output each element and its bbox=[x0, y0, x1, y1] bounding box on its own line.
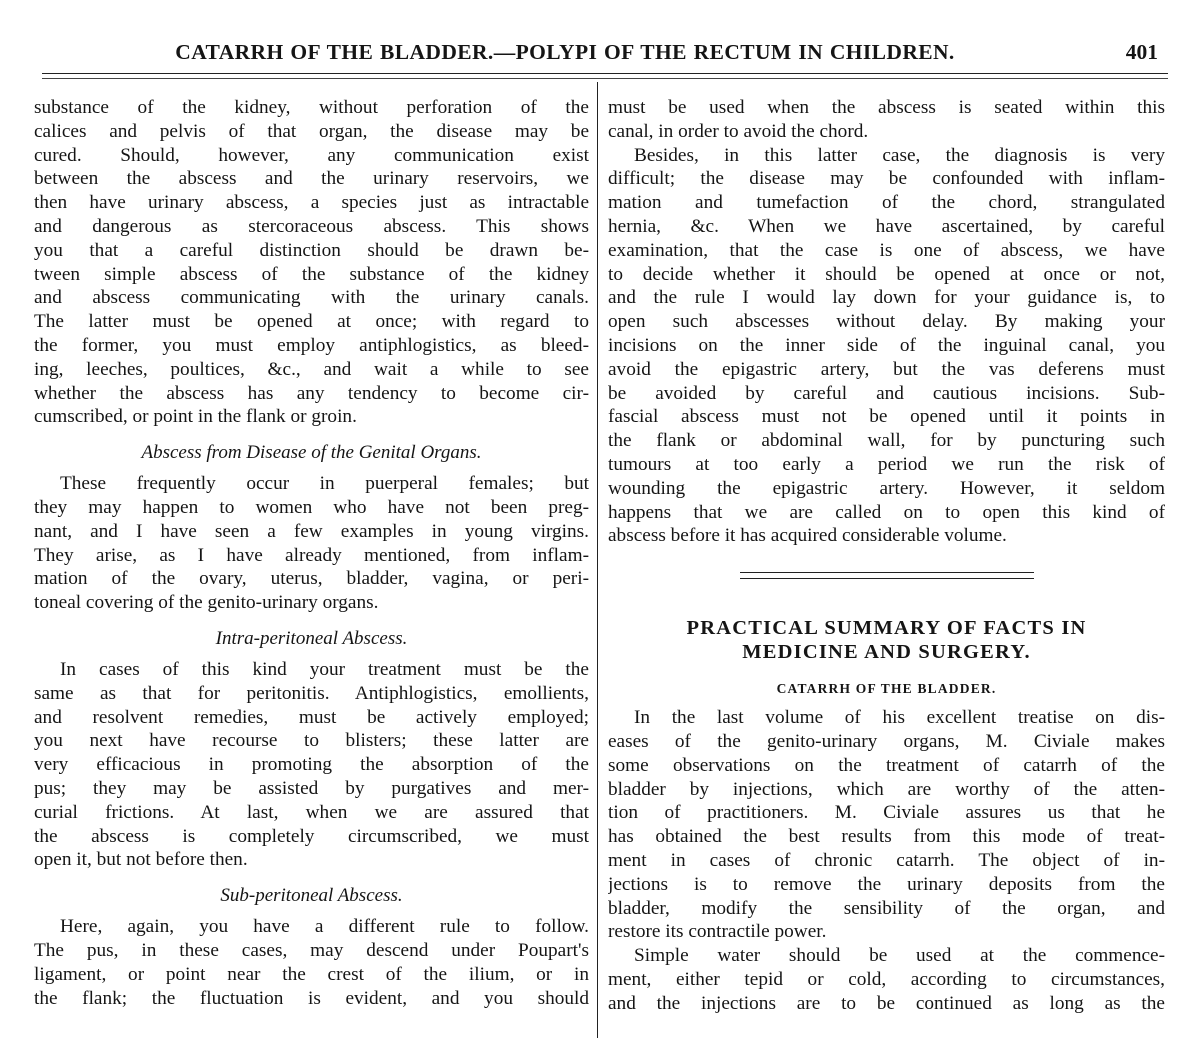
right-paragraph-4 bbox=[608, 944, 1165, 1015]
section-heading-genital-abscess: Abscess from Disease of the Genital Organs. bbox=[141, 442, 482, 464]
separator-rule-bottom bbox=[740, 578, 1034, 579]
text-line: open it, but not before then. bbox=[34, 849, 248, 871]
text-line: Besides, in this latter case, the diagnosis is very bbox=[634, 144, 1165, 166]
page-number: 401 bbox=[1125, 40, 1158, 64]
text-line: must be used when the abscess is seated within this bbox=[608, 97, 1165, 118]
text-line: has obtained the best results from this mode of treat- bbox=[608, 826, 1165, 848]
text-line: between the abscess and the urinary reservoirs, we bbox=[34, 168, 589, 190]
text-line: avoid the epigastric artery, but the vas deferens must bbox=[608, 358, 1165, 380]
left-column bbox=[34, 96, 589, 1010]
text-line: the flank or abdominal wall, for by puncturing such bbox=[608, 430, 1165, 452]
text-line: In cases of this kind your treatment must be the bbox=[60, 658, 589, 680]
separator-rule-top bbox=[740, 572, 1034, 573]
right-paragraph-2 bbox=[608, 144, 1165, 549]
text-line: wounding the epigastric artery. However, it seldom bbox=[608, 477, 1165, 499]
left-paragraph-4 bbox=[34, 915, 589, 1010]
text-line: The pus, in these cases, may descend under Poupart's bbox=[34, 939, 589, 961]
text-line: the abscess is completely circumscribed, we must bbox=[34, 825, 589, 847]
text-line: and dangerous as stercoraceous abscess. This shows bbox=[34, 215, 589, 237]
text-line: you that a careful distinction should be drawn be- bbox=[34, 239, 589, 261]
column-divider bbox=[597, 82, 598, 1038]
text-line: toneal covering of the genito-urinary organs. bbox=[34, 592, 379, 614]
text-line: whether the abscess has any tendency to become cir- bbox=[34, 382, 589, 404]
text-line: they may happen to women who have not been preg- bbox=[34, 496, 589, 518]
text-line: calices and pelvis of that organ, the disease may be bbox=[34, 120, 589, 142]
text-line: tumours at too early a period we run the risk of bbox=[608, 453, 1165, 475]
text-line: jections is to remove the urinary deposits from the bbox=[608, 873, 1165, 895]
text-line: you next have recourse to blisters; these latter are bbox=[34, 730, 589, 752]
practical-summary-heading-line2: MEDICINE AND SURGERY. bbox=[742, 641, 1031, 664]
text-line: happens that we are called on to open this kind of bbox=[608, 501, 1165, 523]
text-line: bladder, modify the sensibility of the organ, and bbox=[608, 897, 1165, 919]
text-line: eases of the genito-urinary organs, M. Civiale makes bbox=[608, 730, 1165, 752]
text-line: ligament, or point near the crest of the ilium, or in bbox=[34, 963, 589, 985]
text-line: then have urinary abscess, a species just as intractable bbox=[34, 192, 589, 214]
practical-summary-heading: PRACTICAL SUMMARY OF FACTS IN bbox=[686, 617, 1087, 640]
running-header bbox=[42, 40, 1168, 74]
running-head-title: CATARRH OF THE BLADDER.—POLYPI OF THE RECTUM IN CHILDREN. bbox=[175, 40, 955, 64]
text-line: some observations on the treatment of catarrh of the bbox=[608, 754, 1165, 776]
text-line: same as that for peritonitis. Antiphlogistics, emollients, bbox=[34, 682, 589, 704]
catarrh-subheading: CATARRH OF THE BLADDER. bbox=[776, 681, 997, 697]
header-rule bbox=[42, 73, 1168, 74]
text-line: cured. Should, however, any communication exist bbox=[34, 144, 589, 166]
text-line: fascial abscess must not be opened until it points in bbox=[608, 406, 1165, 428]
text-line: tween simple abscess of the substance of the kidney bbox=[34, 263, 589, 285]
text-line: curial frictions. At last, when we are assured that bbox=[34, 801, 589, 823]
section-separator bbox=[608, 548, 1165, 604]
text-line: substance of the kidney, without perforation of the bbox=[34, 97, 589, 118]
text-line: difficult; the disease may be confounded with inflam- bbox=[608, 168, 1165, 190]
section-heading-sub-peritoneal: Sub-peritoneal Abscess. bbox=[220, 885, 403, 907]
text-line: the flank; the fluctuation is evident, and you should bbox=[34, 987, 589, 1009]
text-line: ment in cases of chronic catarrh. The object of in- bbox=[608, 849, 1165, 871]
right-paragraph-3 bbox=[608, 706, 1165, 944]
text-line: Here, again, you have a different rule to follow. bbox=[60, 916, 589, 938]
left-paragraph-2 bbox=[34, 472, 589, 615]
right-column bbox=[608, 96, 1165, 1016]
text-line: canal, in order to avoid the chord. bbox=[608, 120, 869, 142]
text-line: examination, that the case is one of abscess, we have bbox=[608, 239, 1165, 261]
text-line: very efficacious in promoting the absorption of the bbox=[34, 754, 589, 776]
text-line: be avoided by careful and cautious incisions. Sub- bbox=[608, 382, 1165, 404]
text-line: and the rule I would lay down for your guidance is, to bbox=[608, 287, 1165, 309]
text-line: mation of the ovary, uterus, bladder, vagina, or peri- bbox=[34, 568, 589, 590]
text-line: ing, leeches, poultices, &c., and wait a while to see bbox=[34, 358, 589, 380]
text-line: pus; they may be assisted by purgatives and mer- bbox=[34, 777, 589, 799]
text-line: In the last volume of his excellent treatise on dis- bbox=[634, 707, 1165, 729]
text-line: and the injections are to be continued as long as the bbox=[608, 992, 1165, 1014]
left-paragraph-3 bbox=[34, 658, 589, 872]
text-line: restore its contractile power. bbox=[608, 921, 827, 943]
text-line: hernia, &c. When we have ascertained, by careful bbox=[608, 215, 1165, 237]
text-line: incisions on the inner side of the inguinal canal, you bbox=[608, 334, 1165, 356]
text-line: They arise, as I have already mentioned, from inflam- bbox=[34, 544, 589, 566]
text-line: ment, either tepid or cold, according to circumstances, bbox=[608, 968, 1165, 990]
text-line: open such abscesses without delay. By making your bbox=[608, 311, 1165, 333]
text-line: the former, you must employ antiphlogistics, as bleed- bbox=[34, 334, 589, 356]
right-paragraph-1 bbox=[608, 96, 1165, 144]
section-heading-intra-peritoneal: Intra-peritoneal Abscess. bbox=[215, 627, 408, 649]
text-line: Simple water should be used at the commence- bbox=[634, 945, 1165, 967]
text-line: cumscribed, or point in the flank or groin. bbox=[34, 406, 357, 428]
left-paragraph-1 bbox=[34, 96, 589, 429]
text-line: tion of practitioners. M. Civiale assures us that he bbox=[608, 802, 1165, 824]
text-line: The latter must be opened at once; with regard to bbox=[34, 311, 589, 333]
text-line: to decide whether it should be opened at once or not, bbox=[608, 263, 1165, 285]
text-line: mation and tumefaction of the chord, strangulated bbox=[608, 192, 1165, 214]
text-line: and resolvent remedies, must be actively employed; bbox=[34, 706, 589, 728]
text-line: abscess before it has acquired considerable volume. bbox=[608, 525, 1007, 547]
text-line: These frequently occur in puerperal females; but bbox=[60, 473, 589, 495]
text-line: nant, and I have seen a few examples in young virgins. bbox=[34, 520, 589, 542]
text-line: bladder by injections, which are worthy of the atten- bbox=[608, 778, 1165, 800]
header-rule-secondary bbox=[42, 78, 1168, 79]
text-line: and abscess communicating with the urinary canals. bbox=[34, 287, 589, 309]
